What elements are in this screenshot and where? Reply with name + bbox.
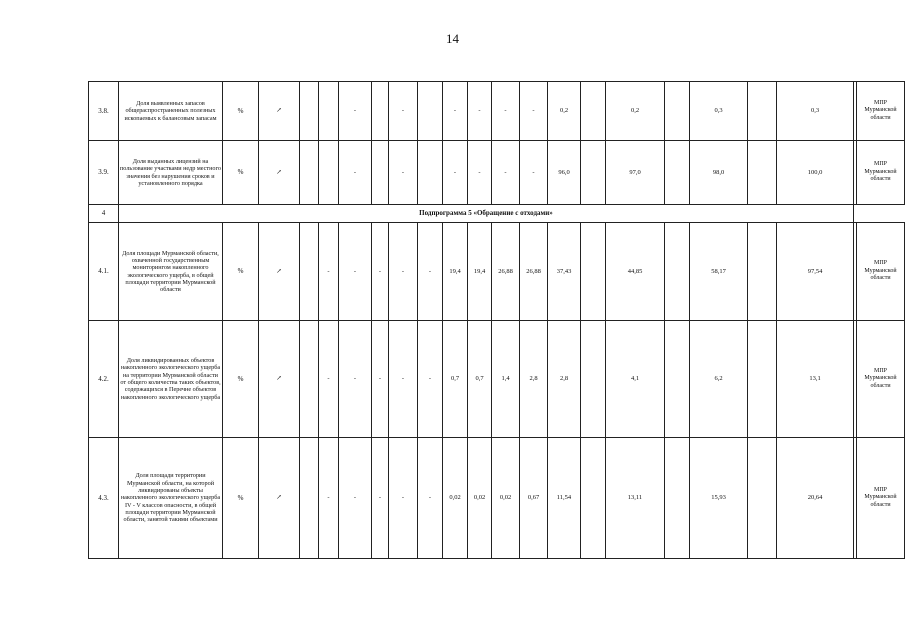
value-cell: 96,0 <box>548 141 581 205</box>
value-cell: - <box>492 82 520 141</box>
row-number: 4.1. <box>89 223 119 321</box>
value-cell: 0,02 <box>492 438 520 559</box>
value-cell: - <box>418 321 443 438</box>
value-cell: - <box>389 141 418 205</box>
value-cell <box>581 321 606 438</box>
value-cell: 0,2 <box>548 82 581 141</box>
value-cell: 6,2 <box>690 321 748 438</box>
value-cell: 37,43 <box>548 223 581 321</box>
responsible-cell: МПР Мурманской области <box>857 321 905 438</box>
value-cell: - <box>339 141 372 205</box>
unit-cell: % <box>223 82 259 141</box>
indicators-table <box>88 81 905 559</box>
value-cell: - <box>339 321 372 438</box>
value-cell <box>372 82 389 141</box>
value-cell: 0,7 <box>468 321 492 438</box>
subprogram-number: 4 <box>89 205 119 223</box>
value-cell: 97,54 <box>777 223 854 321</box>
value-cell: - <box>492 141 520 205</box>
value-cell <box>665 141 690 205</box>
value-cell <box>372 141 389 205</box>
trend-sign: ↗ <box>259 82 300 141</box>
value-cell: 0,02 <box>468 438 492 559</box>
value-cell: 58,17 <box>690 223 748 321</box>
value-cell <box>319 82 339 141</box>
value-cell <box>300 321 319 438</box>
value-cell: - <box>443 141 468 205</box>
value-cell: - <box>372 223 389 321</box>
trend-sign: ↗ <box>259 321 300 438</box>
trend-sign: ↗ <box>259 141 300 205</box>
value-cell: 15,93 <box>690 438 748 559</box>
value-cell: - <box>339 438 372 559</box>
value-cell <box>748 321 777 438</box>
value-cell: - <box>319 438 339 559</box>
row-number: 4.3. <box>89 438 119 559</box>
value-cell: - <box>520 141 548 205</box>
value-cell: - <box>372 321 389 438</box>
value-cell <box>748 438 777 559</box>
value-cell: 44,85 <box>606 223 665 321</box>
indicator-name: Доля ликвидированных объектов накопленного экологического ущерба на территории Мурманской области от общего количества таких объектов, содержащихся в Перечне объектов накопленного экологического ущерба <box>119 321 223 438</box>
unit-cell: % <box>223 141 259 205</box>
unit-cell: % <box>223 223 259 321</box>
value-cell: - <box>468 82 492 141</box>
value-cell: 2,8 <box>520 321 548 438</box>
value-cell <box>748 82 777 141</box>
row-number: 3.8. <box>89 82 119 141</box>
responsible-cell: МПР Мурманской области <box>857 223 905 321</box>
value-cell: 19,4 <box>443 223 468 321</box>
value-cell: - <box>389 223 418 321</box>
value-cell <box>581 223 606 321</box>
table-row <box>89 438 905 559</box>
value-cell: 26,88 <box>492 223 520 321</box>
table-row <box>89 82 905 141</box>
value-cell <box>581 141 606 205</box>
value-cell <box>748 141 777 205</box>
responsible-cell: МПР Мурманской области <box>857 141 905 205</box>
value-cell: - <box>443 82 468 141</box>
unit-cell: % <box>223 438 259 559</box>
value-cell: 0,3 <box>690 82 748 141</box>
value-cell <box>748 223 777 321</box>
value-cell: 100,0 <box>777 141 854 205</box>
value-cell: 26,88 <box>520 223 548 321</box>
value-cell: - <box>319 321 339 438</box>
value-cell: - <box>339 82 372 141</box>
value-cell: 98,0 <box>690 141 748 205</box>
indicator-name: Доля площади Мурманской области, охваченной государственным мониторингом накопленного экологического ущерба, в общей площади территории Мурманской области <box>119 223 223 321</box>
value-cell: 1,4 <box>492 321 520 438</box>
value-cell: 11,54 <box>548 438 581 559</box>
responsible-cell: МПР Мурманской области <box>857 438 905 559</box>
value-cell: - <box>520 82 548 141</box>
row-number: 4.2. <box>89 321 119 438</box>
table-row <box>89 141 905 205</box>
value-cell: - <box>418 223 443 321</box>
indicator-name: Доля выданных лицензий на пользование участками недр местного значения без нарушения сроков и установленного порядка <box>119 141 223 205</box>
value-cell: 2,8 <box>548 321 581 438</box>
unit-cell: % <box>223 321 259 438</box>
subprogram-title: Подпрограмма 5 «Обращение с отходами» <box>119 205 854 223</box>
value-cell <box>418 141 443 205</box>
value-cell: 0,3 <box>777 82 854 141</box>
value-cell: 20,64 <box>777 438 854 559</box>
value-cell: 0,67 <box>520 438 548 559</box>
trend-sign: ↗ <box>259 438 300 559</box>
value-cell <box>300 82 319 141</box>
value-cell: - <box>468 141 492 205</box>
value-cell <box>300 438 319 559</box>
value-cell <box>665 82 690 141</box>
value-cell <box>665 321 690 438</box>
value-cell: - <box>372 438 389 559</box>
value-cell <box>665 438 690 559</box>
value-cell: - <box>339 223 372 321</box>
value-cell: 0,7 <box>443 321 468 438</box>
value-cell <box>581 438 606 559</box>
page-number: 14 <box>446 31 459 46</box>
table-row <box>89 321 905 438</box>
value-cell <box>300 141 319 205</box>
value-cell: 0,02 <box>443 438 468 559</box>
value-cell: 13,1 <box>777 321 854 438</box>
value-cell: - <box>389 82 418 141</box>
value-cell: 13,11 <box>606 438 665 559</box>
trend-sign: ↗ <box>259 223 300 321</box>
value-cell <box>665 223 690 321</box>
subprogram-row <box>89 205 905 223</box>
value-cell: - <box>389 321 418 438</box>
indicator-name: Доля выявленных запасов общераспространенных полезных ископаемых к балансовым запасам <box>119 82 223 141</box>
value-cell: 97,0 <box>606 141 665 205</box>
value-cell <box>418 82 443 141</box>
indicator-name: Доля площади территории Мурманской области, на которой ликвидированы объекты накопленного экологического ущерба IV - V классов опасности, в общей площади территории Мурманской области, занятой такими объектами <box>119 438 223 559</box>
value-cell: 19,4 <box>468 223 492 321</box>
value-cell: - <box>389 438 418 559</box>
value-cell: 4,1 <box>606 321 665 438</box>
table-row <box>89 223 905 321</box>
value-cell: - <box>319 223 339 321</box>
value-cell <box>300 223 319 321</box>
row-number: 3.9. <box>89 141 119 205</box>
responsible-cell: МПР Мурманской области <box>857 82 905 141</box>
value-cell <box>319 141 339 205</box>
value-cell: - <box>418 438 443 559</box>
value-cell <box>581 82 606 141</box>
value-cell: 0,2 <box>606 82 665 141</box>
